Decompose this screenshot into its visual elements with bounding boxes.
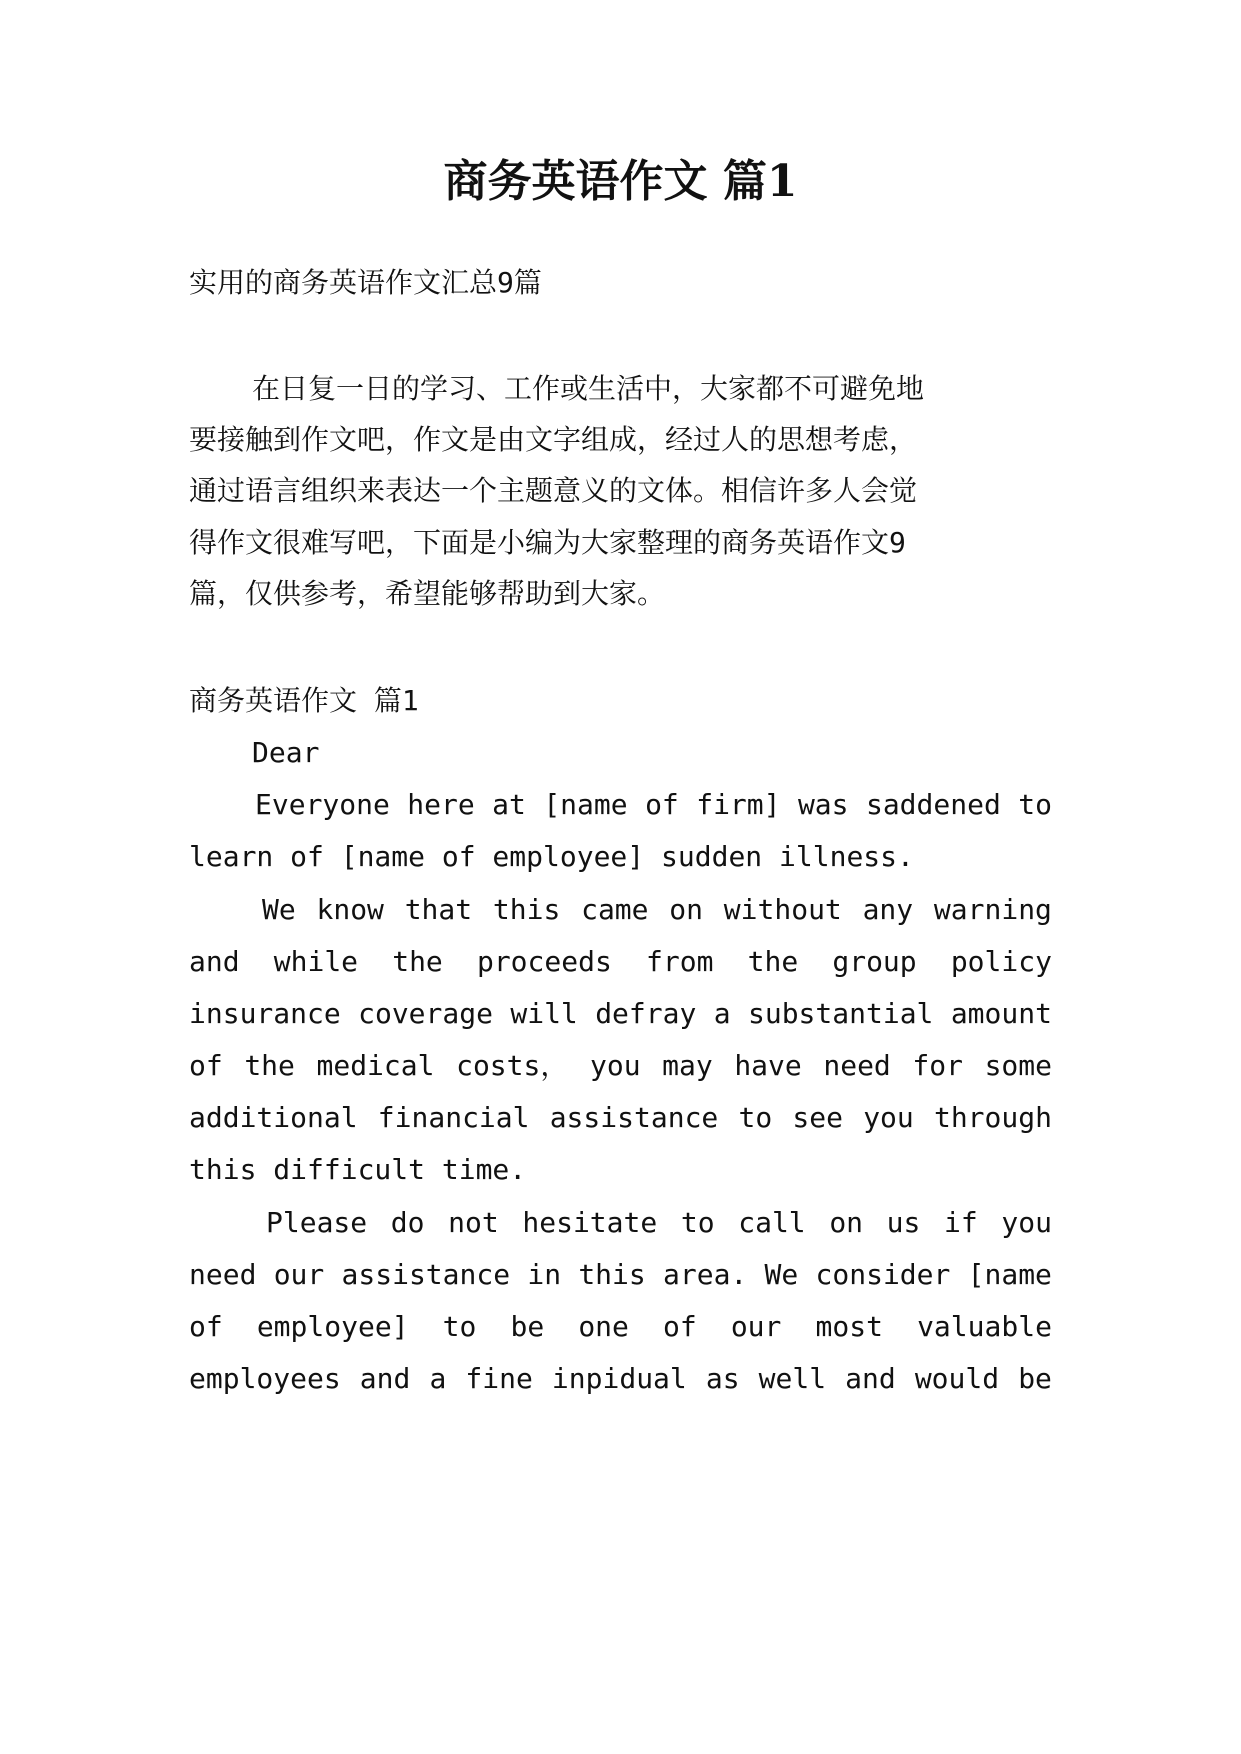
section-heading: 商务英语作文 篇1 bbox=[189, 684, 419, 717]
word: as bbox=[705, 1362, 740, 1395]
word: and bbox=[359, 1362, 411, 1395]
document-title: 商务英语作文 篇1 bbox=[443, 156, 798, 207]
letter-line bbox=[266, 1194, 1052, 1252]
letter-line bbox=[255, 776, 1052, 834]
word: while bbox=[273, 945, 359, 978]
word: be bbox=[1018, 1362, 1052, 1395]
word: our bbox=[273, 1258, 325, 1291]
word: on bbox=[829, 1206, 864, 1239]
letter-line bbox=[189, 985, 1052, 1043]
word: of bbox=[189, 1310, 223, 1343]
letter-line bbox=[189, 1350, 1052, 1408]
word: us bbox=[886, 1206, 921, 1239]
word: if bbox=[944, 1206, 978, 1239]
intro-line: 要接触到作文吧，作文是由文字组成，经过人的思想考虑， bbox=[189, 423, 918, 456]
word: a bbox=[429, 1362, 447, 1395]
word: you bbox=[589, 1049, 641, 1082]
letter-line: this difficult time. bbox=[189, 1153, 527, 1186]
word: the bbox=[747, 945, 799, 978]
word: see bbox=[792, 1101, 843, 1134]
letter-line bbox=[189, 933, 1052, 991]
word: assistance bbox=[549, 1101, 719, 1134]
word: substantial bbox=[747, 997, 934, 1030]
intro-line: 通过语言组织来表达一个主题意义的文体。相信许多人会觉 bbox=[189, 474, 918, 507]
word: to bbox=[442, 1310, 477, 1343]
word: some bbox=[984, 1049, 1052, 1082]
word: consider bbox=[815, 1258, 951, 1291]
word: [name bbox=[967, 1258, 1052, 1291]
word: through bbox=[933, 1101, 1052, 1134]
letter-line bbox=[189, 1089, 1052, 1147]
word: coverage bbox=[358, 997, 493, 1030]
word: do bbox=[390, 1206, 425, 1239]
word: Everyone bbox=[255, 788, 390, 821]
word: inpidual bbox=[551, 1362, 687, 1395]
word: and bbox=[845, 1362, 896, 1395]
word: of bbox=[663, 1310, 697, 1343]
word: any bbox=[862, 893, 914, 926]
word: on bbox=[669, 893, 704, 926]
word: and bbox=[189, 945, 240, 978]
letter-salutation: Dear bbox=[252, 736, 320, 769]
intro-line: 在日复一日的学习、工作或生活中，大家都不可避免地 bbox=[252, 372, 925, 405]
word: group bbox=[832, 945, 917, 978]
word: Please bbox=[266, 1206, 368, 1239]
word: you bbox=[863, 1101, 914, 1134]
intro-line: 篇，仅供参考，希望能够帮助到大家。 bbox=[189, 577, 666, 610]
word: area. bbox=[663, 1258, 748, 1291]
word: the bbox=[244, 1049, 295, 1082]
word: one bbox=[578, 1310, 629, 1343]
word: of bbox=[645, 788, 679, 821]
word: not bbox=[448, 1206, 499, 1239]
word: will bbox=[510, 997, 578, 1030]
word: be bbox=[510, 1310, 545, 1343]
word: We bbox=[262, 893, 296, 926]
word: know bbox=[316, 893, 384, 926]
word: hesitate bbox=[522, 1206, 658, 1239]
word: amount bbox=[950, 997, 1052, 1030]
word: without bbox=[723, 893, 842, 926]
word: need bbox=[823, 1049, 891, 1082]
word: in bbox=[527, 1258, 562, 1291]
word: warning bbox=[933, 893, 1052, 926]
word: most bbox=[815, 1310, 883, 1343]
word: a bbox=[713, 997, 731, 1030]
word: may bbox=[662, 1049, 713, 1082]
word: for bbox=[912, 1049, 963, 1082]
letter-line bbox=[189, 1037, 1052, 1095]
word: call bbox=[738, 1206, 806, 1239]
word: defray bbox=[595, 997, 697, 1030]
word: to bbox=[738, 1101, 773, 1134]
word: have bbox=[734, 1049, 802, 1082]
word: [name bbox=[543, 788, 628, 821]
word: policy bbox=[950, 945, 1052, 978]
word: you bbox=[1001, 1206, 1052, 1239]
word: employees bbox=[189, 1362, 341, 1395]
word: from bbox=[646, 945, 714, 978]
word: came bbox=[581, 893, 649, 926]
word: this bbox=[578, 1258, 646, 1291]
intro-line: 得作文很难写吧，下面是小编为大家整理的商务英语作文9 bbox=[189, 526, 906, 559]
word: We bbox=[764, 1258, 799, 1291]
letter-line bbox=[189, 1298, 1052, 1356]
word: assistance bbox=[341, 1258, 511, 1291]
document-subtitle: 实用的商务英语作文汇总9篇 bbox=[189, 266, 542, 299]
word: need bbox=[189, 1258, 257, 1291]
word: proceeds bbox=[476, 945, 612, 978]
word: our bbox=[730, 1310, 782, 1343]
word: that bbox=[404, 893, 473, 926]
word: costs， bbox=[456, 1049, 569, 1082]
letter-line bbox=[189, 1246, 1052, 1304]
word: well bbox=[758, 1362, 827, 1395]
word: saddened bbox=[865, 788, 1001, 821]
word: medical bbox=[316, 1049, 435, 1082]
word: insurance bbox=[189, 997, 341, 1030]
letter-line bbox=[262, 881, 1052, 939]
word: to bbox=[1018, 788, 1052, 821]
word: employee] bbox=[256, 1310, 409, 1343]
word: here bbox=[407, 788, 475, 821]
word: fine bbox=[465, 1362, 533, 1395]
word: the bbox=[392, 945, 443, 978]
letter-line: learn of [name of employee] sudden illness. bbox=[189, 840, 914, 873]
word: at bbox=[492, 788, 526, 821]
word: firm] bbox=[696, 788, 781, 821]
word: of bbox=[189, 1049, 223, 1082]
word: would bbox=[914, 1362, 1000, 1395]
word: to bbox=[680, 1206, 715, 1239]
word: financial bbox=[377, 1101, 530, 1134]
word: was bbox=[797, 788, 849, 821]
word: this bbox=[492, 893, 561, 926]
word: valuable bbox=[917, 1310, 1052, 1343]
word: additional bbox=[189, 1101, 358, 1134]
